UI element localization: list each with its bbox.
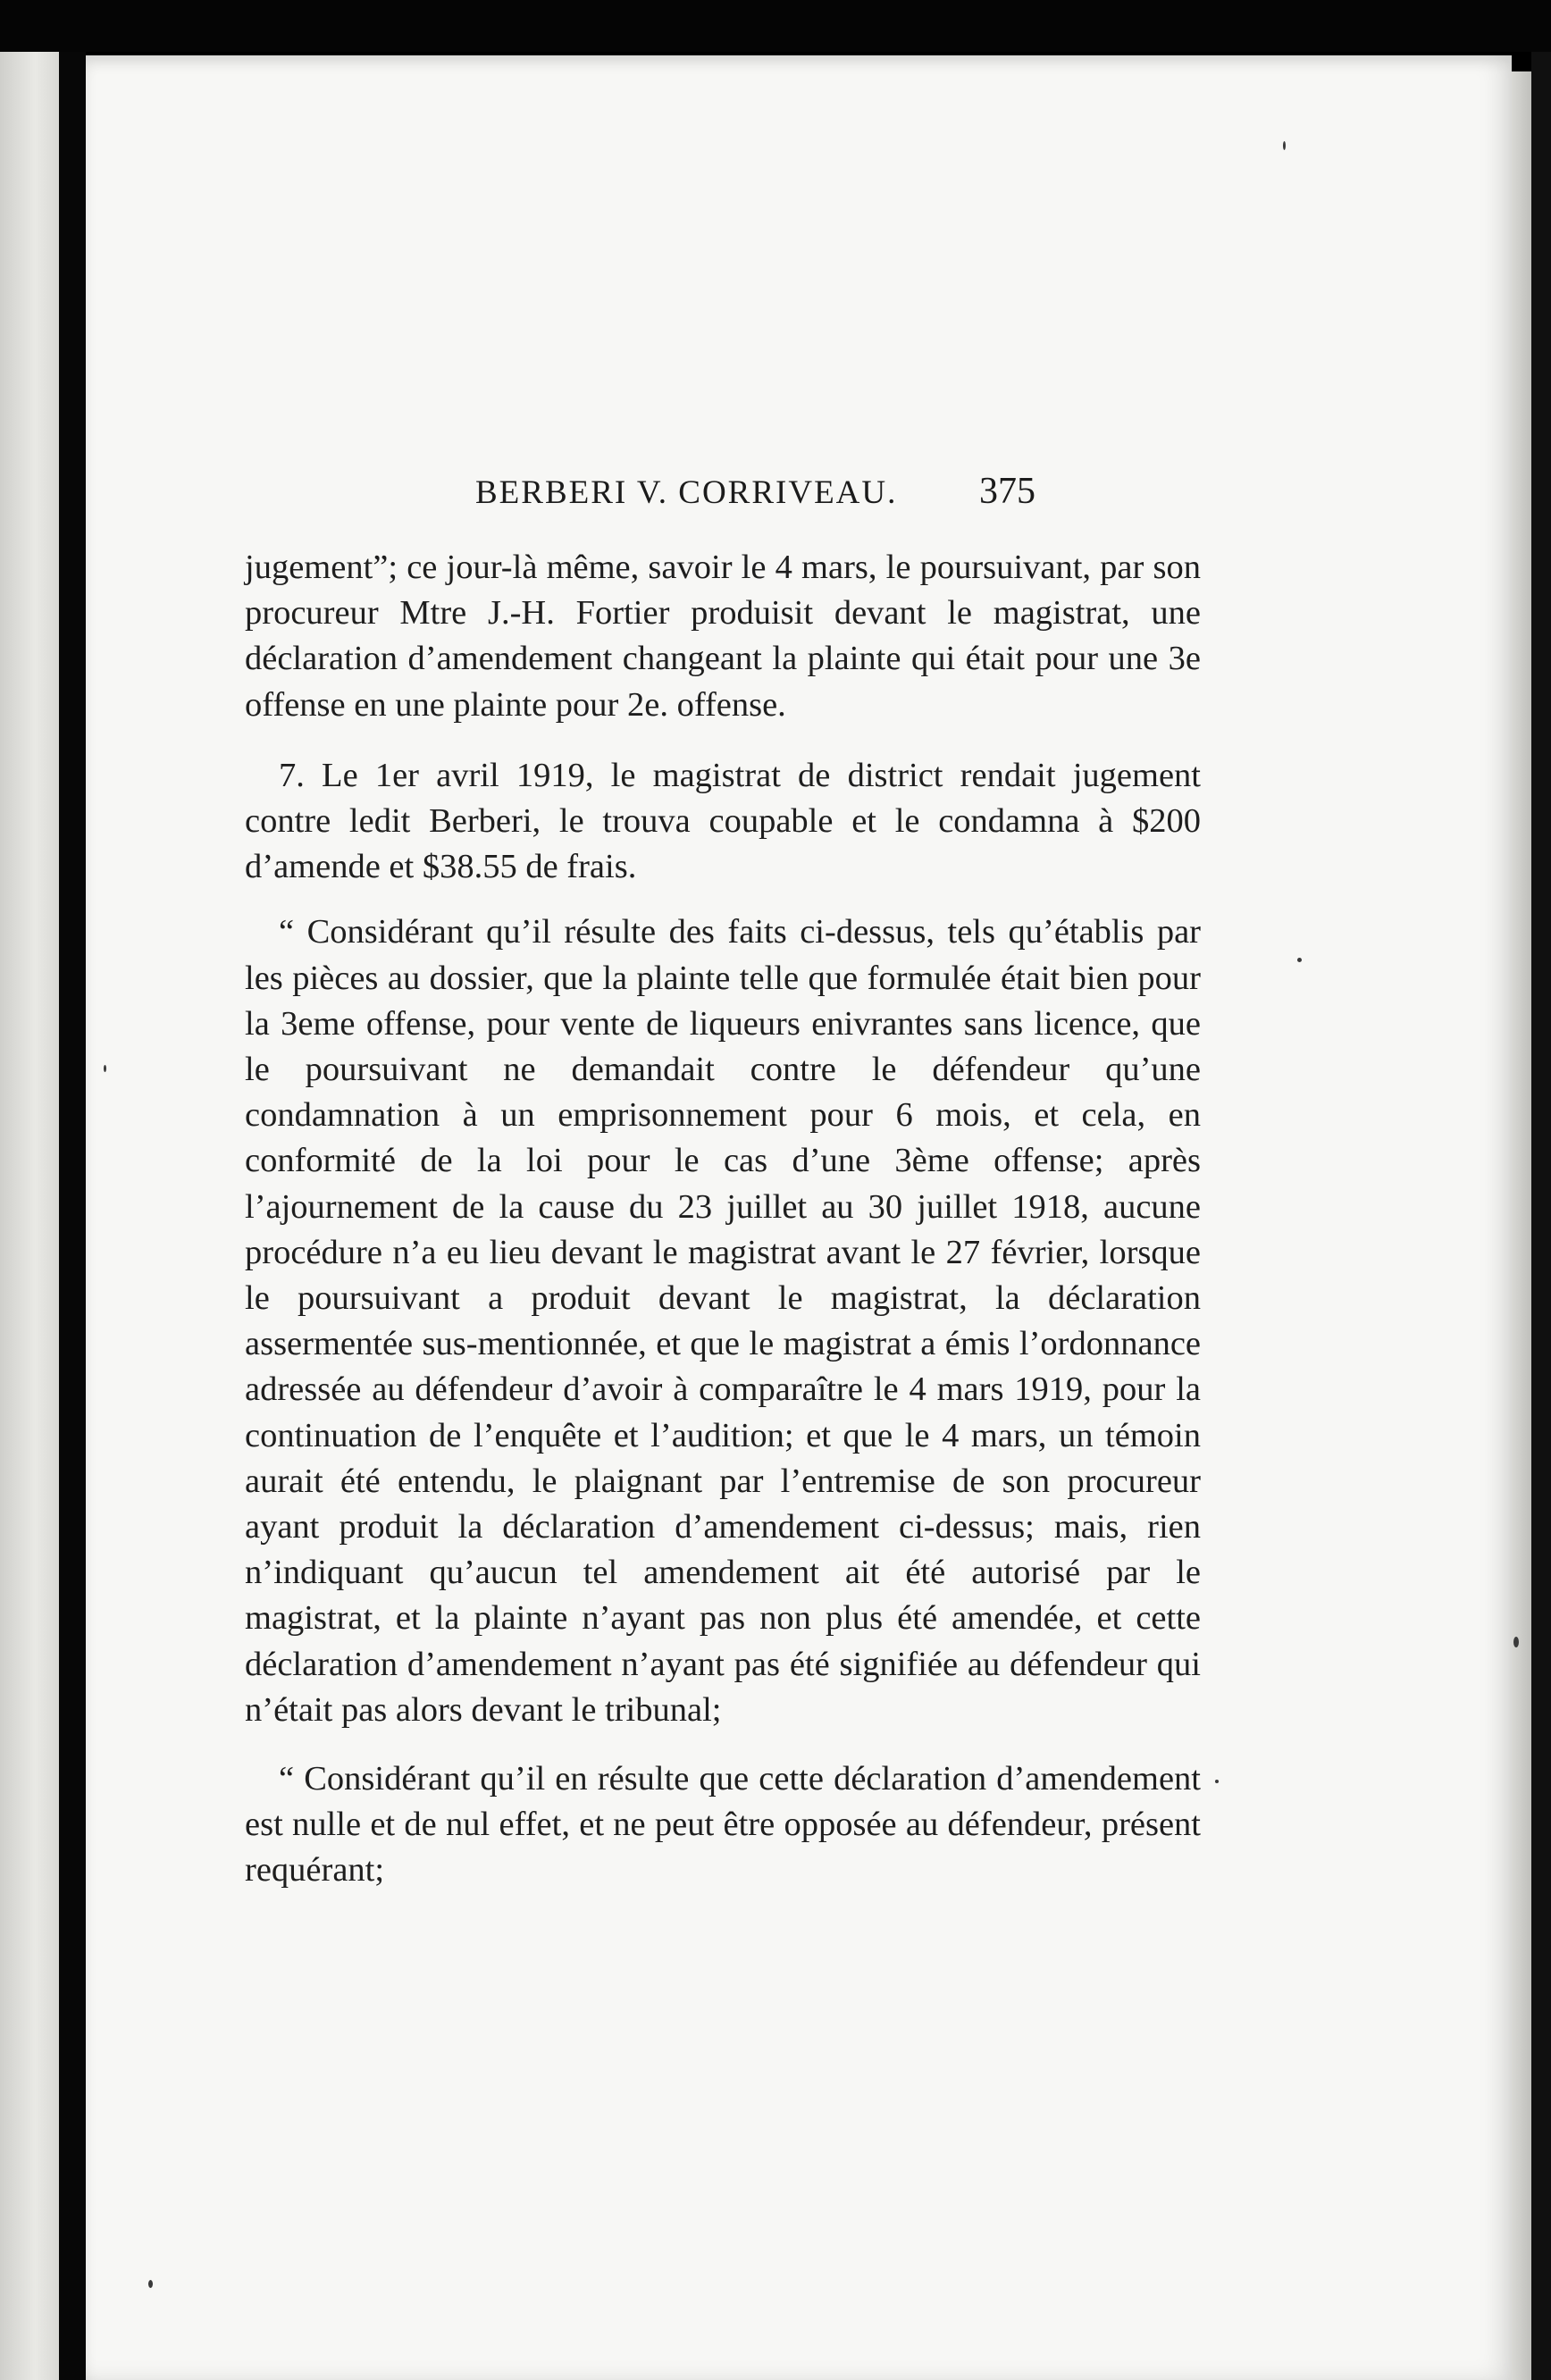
page-number: 375 xyxy=(979,471,1035,512)
facing-page-edge xyxy=(0,52,59,2380)
scan-speck xyxy=(1215,1780,1219,1783)
book-page xyxy=(86,55,1512,2380)
scan-speck xyxy=(1283,141,1286,150)
scan-top-border xyxy=(0,0,1551,52)
book-gutter xyxy=(59,52,86,2380)
running-head xyxy=(86,473,1512,516)
scan-speck xyxy=(1513,1637,1519,1647)
scan-right-border xyxy=(1531,52,1551,2380)
scan-speck xyxy=(104,1065,106,1072)
paragraph-considerant-1: “ Considérant qu’il résulte des faits ci-dessus, tels qu’établis par les pièces au dossier, que la plainte telle que formulée était bien pour la 3eme offense, pour vente de liqueurs enivrantes sans licence, que le poursuivant ne demandait contre le défendeur qu’une condamnation à un emprisonnement pour 6 mois, et cela, en conformité de la loi pour le cas d’une 3ème offense; après l’ajournement de la cause du 23 juillet au 30 juillet 1918, aucune procédure n’a eu lieu devant le magistrat avant le 27 février, lorsque le poursuivant a produit devant le magistrat, la déclaration assermentée sus-mentionnée, et que le magistrat a émis l’ordonnance adressée au défendeur d’avoir à comparaître le 4 mars 1919, pour la continuation de l’enquête et l’audition; et que le 4 mars, un témoin aurait été entendu, le plaignant par l’entremise de son procureur ayant produit la déclaration d’amendement ci-dessus; mais, rien n’indiquant qu’aucun tel amendement ait été autorisé par le magistrat, et la plainte n’ayant pas non plus été amendée, et cette déclaration d’amendement n’ayant pas été signifiée au défendeur qui n’était pas alors devant le tribunal; xyxy=(245,913,1201,1729)
paragraph-considerant-2: “ Considérant qu’il en résulte que cette déclaration d’amendement est nulle et de nul effet, et ne peut être opposée au défendeur, présent requérant; xyxy=(245,1760,1201,1890)
scan-speck xyxy=(1297,958,1302,962)
running-head-title: BERBERI V. CORRIVEAU. xyxy=(475,474,898,511)
paragraph-continuation: jugement”; ce jour-là même, savoir le 4 mars, le poursuivant, par son procureur Mtre J.-H. Fortier produisit devant le magistrat, une déclaration d’amendement changeant la plainte qui était pour une 3e offense en une plainte pour 2e. offense. xyxy=(245,549,1201,724)
paragraph-item-7: 7. Le 1er avril 1919, le magistrat de district rendait jugement contre ledit Berberi, le trouva coupable et le condamna à $200 d’amende et $38.55 de frais. xyxy=(245,756,1201,886)
body-text xyxy=(245,545,1201,1894)
page-stack-edge xyxy=(1512,71,1531,2380)
scan-speck xyxy=(148,2280,153,2288)
